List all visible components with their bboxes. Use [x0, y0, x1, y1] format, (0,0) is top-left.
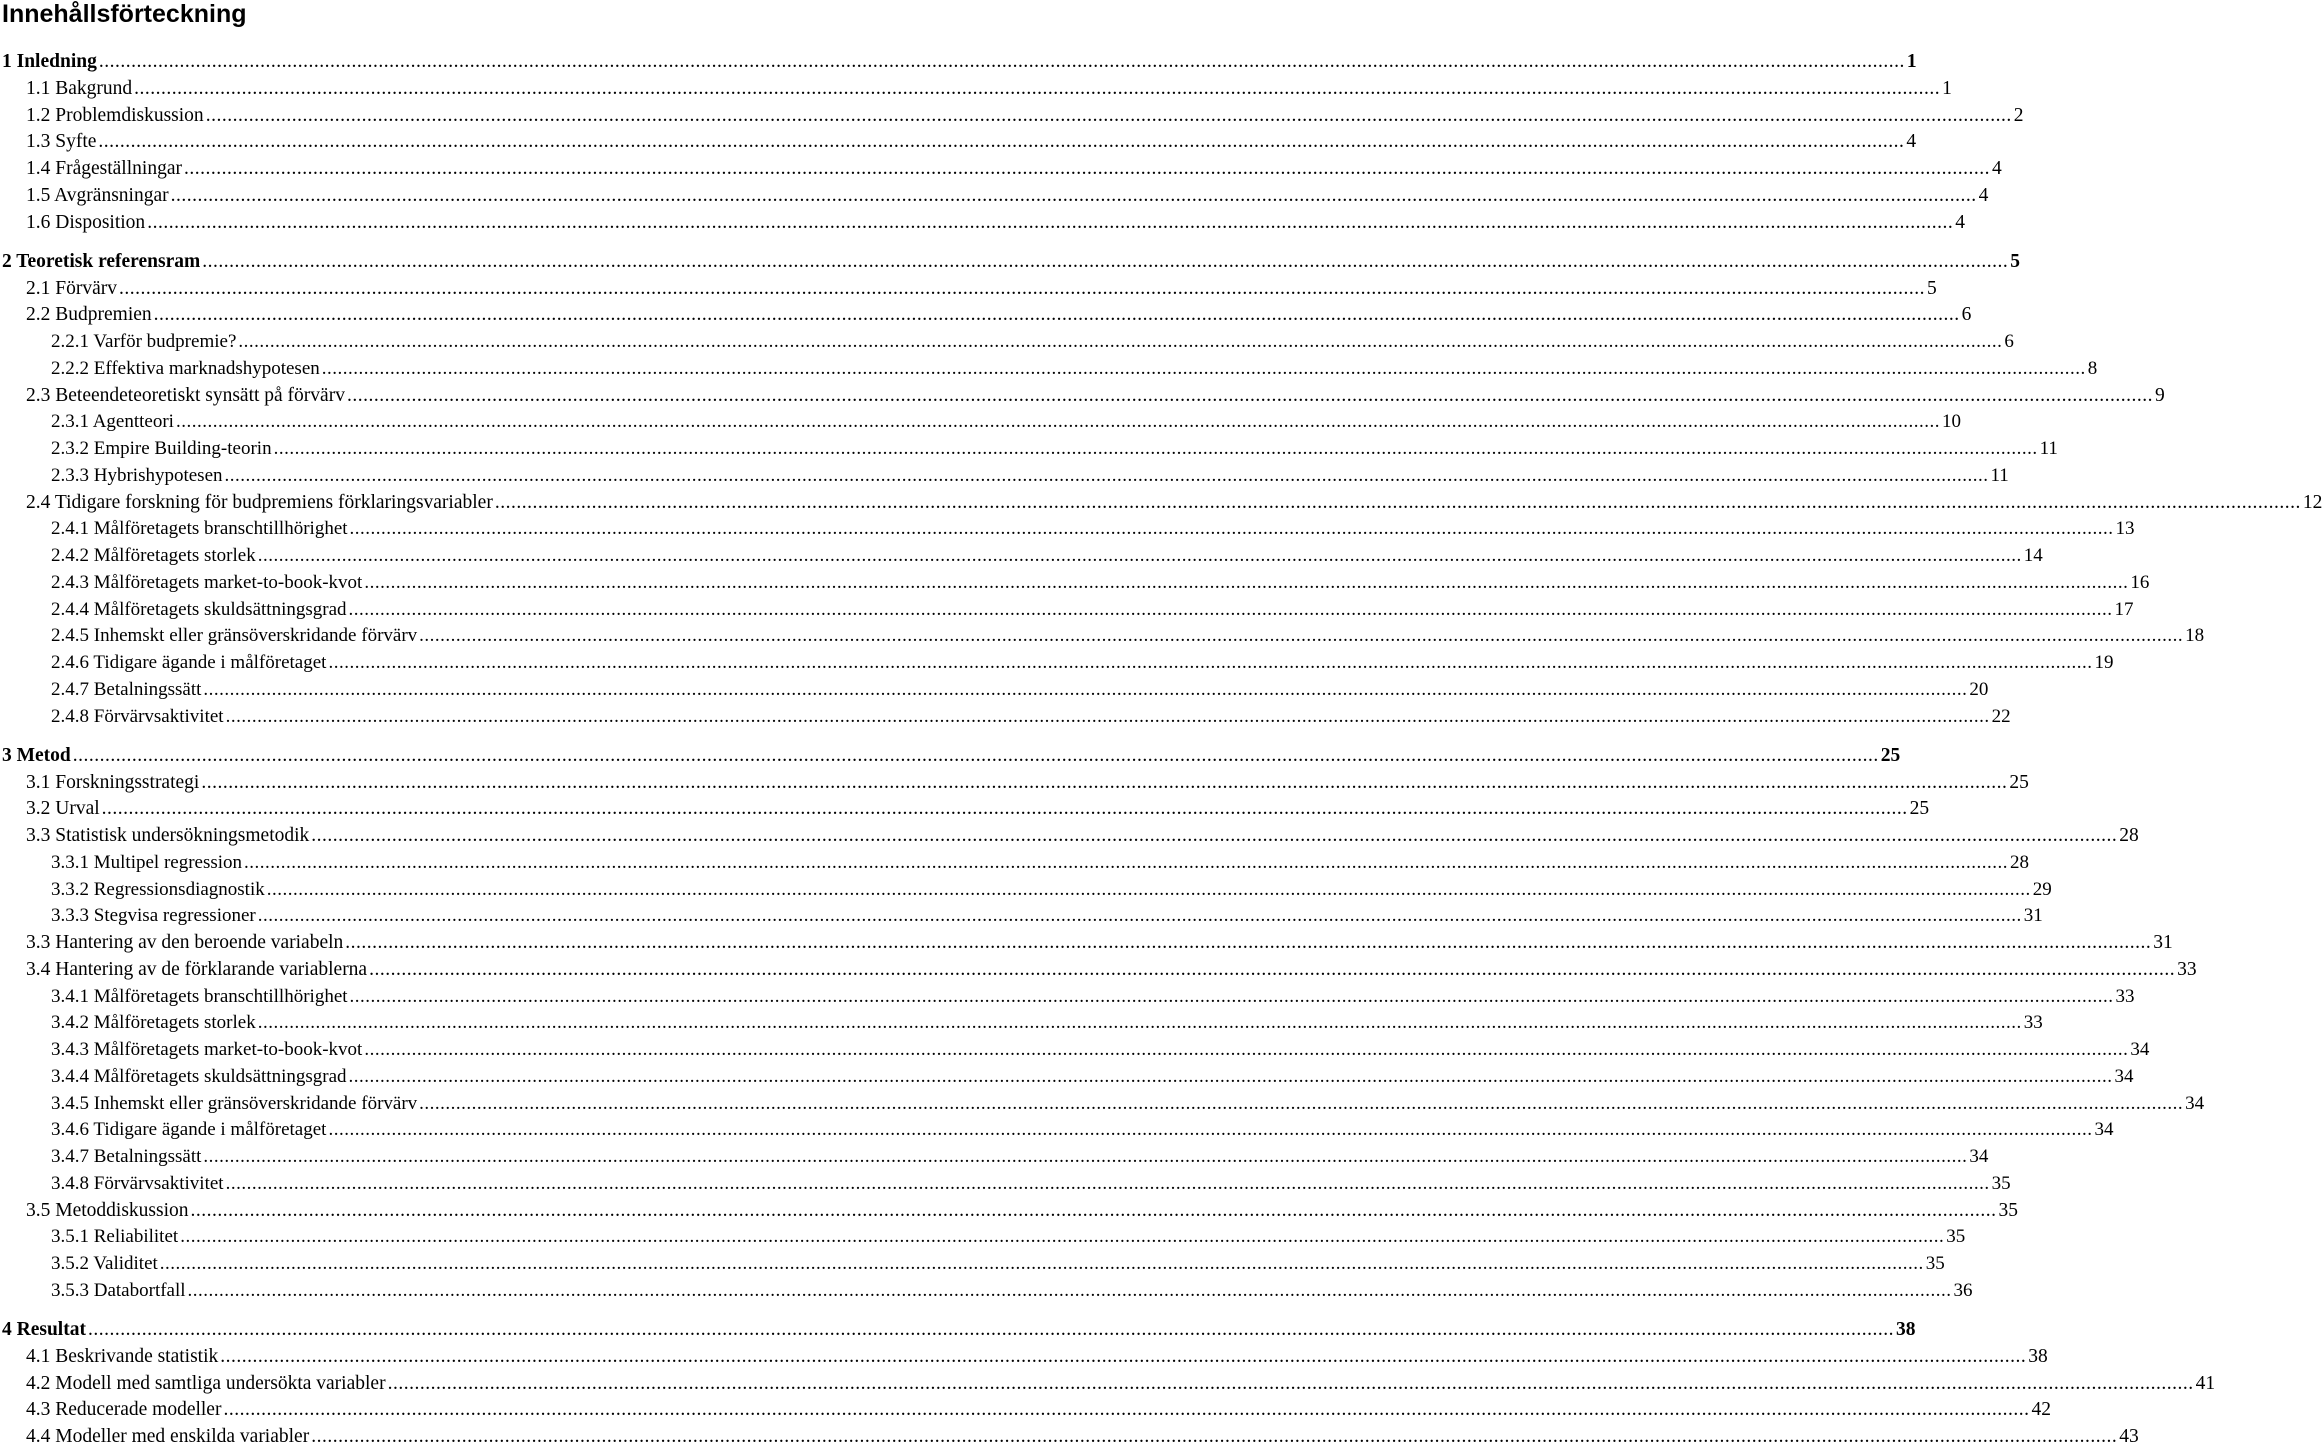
toc-entry-label: 4.1 Beskrivande statistik	[26, 1345, 219, 1367]
toc-dot-leader: ................................................................................................................................................................................................................................................................................................................................................	[205, 104, 2012, 126]
toc-entry[interactable]	[51, 462, 2009, 488]
toc-dot-leader: ................................................................................................................................................................................................................................................................................................................................................	[98, 131, 1905, 153]
toc-entry-page-number: 38	[2028, 1345, 2048, 1367]
toc-entry-label: 2.4.4 Målföretagets skuldsättningsgrad	[51, 598, 347, 620]
toc-dot-leader: ................................................................................................................................................................................................................................................................................................................................................	[364, 571, 2129, 593]
toc-entry-page-number: 12	[2302, 491, 2322, 513]
toc-dot-leader: ................................................................................................................................................................................................................................................................................................................................................	[328, 652, 2093, 673]
toc-entry-label: 2.2.2 Effektiva marknadshypotesen	[51, 357, 320, 379]
toc-entry-label: 2.4.6 Tidigare ägande i målföretaget	[51, 652, 327, 673]
toc-entry-page-number: 28	[2010, 851, 2030, 873]
toc-entry-page-number: 29	[2032, 878, 2052, 900]
toc-entry[interactable]	[51, 676, 1989, 702]
toc-dot-leader: ................................................................................................................................................................................................................................................................................................................................................	[364, 1039, 2129, 1060]
toc-dot-leader: ................................................................................................................................................................................................................................................................................................................................................	[419, 625, 2184, 647]
toc-dot-leader: ................................................................................................................................................................................................................................................................................................................................................	[201, 771, 2008, 793]
toc-dot-leader: ................................................................................................................................................................................................................................................................................................................................................	[190, 1199, 1997, 1221]
toc-entry-label: 3.4.3 Målföretagets market-to-book-kvot	[51, 1039, 363, 1060]
toc-entry-label: 2.4.8 Förvärvsaktivitet	[51, 705, 224, 727]
toc-entry-page-number: 34	[2114, 1065, 2134, 1087]
toc-dot-leader: ................................................................................................................................................................................................................................................................................................................................................	[225, 705, 1990, 727]
toc-entry-label: 2.1 Förvärv	[26, 277, 117, 299]
toc-dot-leader: ................................................................................................................................................................................................................................................................................................................................................	[175, 411, 1940, 433]
toc-entry[interactable]	[51, 1090, 2205, 1116]
toc-entry-label: 2.4.1 Målföretagets branschtillhörighet	[51, 518, 348, 540]
toc-entry-page-number: 19	[2094, 652, 2114, 673]
toc-dot-leader: ................................................................................................................................................................................................................................................................................................................................................	[244, 851, 2009, 873]
toc-entry-page-number: 41	[2195, 1372, 2216, 1394]
toc-entry-label: 2.3 Beteendeteoretiskt synsätt på förvärv	[26, 384, 345, 406]
toc-dot-leader: ................................................................................................................................................................................................................................................................................................................................................	[170, 184, 1977, 206]
toc-entry[interactable]	[2, 248, 2020, 274]
toc-entry-page-number: 35	[1991, 1172, 2011, 1194]
toc-dot-leader: ................................................................................................................................................................................................................................................................................................................................................	[203, 678, 1968, 700]
toc-dot-leader: ................................................................................................................................................................................................................................................................................................................................................	[72, 744, 1879, 766]
toc-entry-page-number: 31	[2023, 905, 2043, 927]
toc-entry-page-number: 25	[2009, 771, 2029, 793]
toc-entry-label: 1.4 Frågeställningar	[26, 158, 182, 179]
toc-entry-page-number: 8	[2087, 357, 2098, 379]
toc-entry[interactable]	[26, 301, 1972, 327]
toc-dot-leader: ................................................................................................................................................................................................................................................................................................................................................	[203, 1146, 1968, 1167]
toc-dot-leader: ................................................................................................................................................................................................................................................................................................................................................	[98, 51, 1905, 72]
toc-entry[interactable]	[2, 48, 1917, 74]
toc-dot-leader: ................................................................................................................................................................................................................................................................................................................................................	[224, 464, 1989, 486]
toc-entry-page-number: 34	[2094, 1119, 2114, 1141]
toc-dot-leader: ................................................................................................................................................................................................................................................................................................................................................	[266, 878, 2031, 900]
toc-entry-label: 3.3 Statistisk undersökningsmetodik	[26, 825, 310, 846]
toc-entry-page-number: 11	[1990, 464, 2009, 486]
toc-entry-label: 3 Metod	[2, 744, 71, 766]
toc-entry[interactable]	[51, 1223, 1966, 1249]
toc-entry-page-number: 42	[2031, 1399, 2051, 1421]
toc-entry-label: 1.2 Problemdiskussion	[26, 104, 204, 126]
toc-entry-page-number: 18	[2185, 625, 2205, 647]
toc-entry-label: 2.2 Budpremien	[26, 304, 152, 326]
toc-entry-label: 3.4.5 Inhemskt eller gränsöverskridande förvärv	[51, 1092, 418, 1114]
toc-entry[interactable]	[26, 155, 2002, 181]
toc-entry-label: 2.3.1 Agentteori	[51, 411, 174, 433]
toc-entry-label: 4.2 Modell med samtliga undersökta variabler	[26, 1372, 386, 1394]
toc-entry-label: 1.5 Avgränsningar	[26, 184, 169, 206]
toc-entry[interactable]	[26, 1396, 2051, 1422]
toc-dot-leader: ................................................................................................................................................................................................................................................................................................................................................	[87, 1319, 1894, 1340]
toc-dot-leader: ................................................................................................................................................................................................................................................................................................................................................	[119, 277, 1925, 299]
toc-dot-leader: ................................................................................................................................................................................................................................................................................................................................................	[345, 932, 2152, 953]
toc-entry[interactable]	[51, 542, 2043, 568]
toc-entry-label: 3.3 Hantering av den beroende variabeln	[26, 932, 344, 953]
toc-dot-leader: ................................................................................................................................................................................................................................................................................................................................................	[183, 158, 1990, 179]
toc-entry-label: 3.3.3 Stegvisa regressioner	[51, 905, 256, 927]
toc-entry[interactable]	[51, 622, 2205, 648]
toc-dot-leader: ................................................................................................................................................................................................................................................................................................................................................	[147, 211, 1954, 233]
toc-entry[interactable]	[51, 355, 2098, 381]
toc-dot-leader: ................................................................................................................................................................................................................................................................................................................................................	[187, 1279, 1952, 1301]
toc-entry[interactable]	[26, 929, 2173, 955]
toc-dot-leader: ................................................................................................................................................................................................................................................................................................................................................	[311, 1426, 2118, 1447]
toc-entry-label: 3.4.7 Betalningssätt	[51, 1146, 202, 1167]
toc-entry-page-number: 35	[1946, 1226, 1966, 1248]
toc-entry-page-number: 25	[1909, 798, 1930, 820]
toc-dot-leader: ................................................................................................................................................................................................................................................................................................................................................	[349, 518, 2114, 540]
toc-dot-leader: ................................................................................................................................................................................................................................................................................................................................................	[225, 1172, 1990, 1194]
toc-entry-page-number: 5	[2010, 250, 2020, 272]
toc-dot-leader: ................................................................................................................................................................................................................................................................................................................................................	[153, 304, 1960, 326]
toc-dot-leader: ................................................................................................................................................................................................................................................................................................................................................	[238, 331, 2003, 352]
toc-dot-leader: ................................................................................................................................................................................................................................................................................................................................................	[159, 1253, 1924, 1274]
toc-entry-page-number: 31	[2153, 932, 2173, 953]
toc-dot-leader: ................................................................................................................................................................................................................................................................................................................................................	[257, 545, 2022, 566]
toc-entry[interactable]	[2, 742, 1901, 768]
toc-entry-page-number: 1	[1942, 77, 1952, 99]
toc-entry-page-number: 25	[1880, 744, 1901, 766]
toc-entry[interactable]	[51, 1250, 1945, 1276]
toc-entry-page-number: 33	[2177, 958, 2197, 980]
toc-entry[interactable]	[26, 1343, 2048, 1369]
toc-entry[interactable]	[26, 209, 1965, 235]
toc-entry-label: 3.3.1 Multipel regression	[51, 851, 243, 873]
toc-dot-leader: ................................................................................................................................................................................................................................................................................................................................................	[257, 905, 2022, 927]
toc-entry-label: 2.4.7 Betalningssätt	[51, 678, 202, 700]
toc-dot-leader: ................................................................................................................................................................................................................................................................................................................................................	[328, 1119, 2093, 1141]
toc-entry[interactable]	[51, 596, 2134, 622]
toc-entry[interactable]	[26, 382, 2165, 408]
toc-entry[interactable]	[26, 769, 2029, 795]
toc-entry-page-number: 4	[1978, 184, 1989, 206]
toc-entry[interactable]	[51, 1116, 2114, 1142]
toc-entry[interactable]	[51, 983, 2135, 1009]
toc-entry-label: 3.4.2 Målföretagets storlek	[51, 1012, 256, 1034]
toc-entry-label: 4.3 Reducerade modeller	[26, 1399, 222, 1421]
toc-entry-page-number: 28	[2119, 825, 2139, 846]
toc-entry-label: 4 Resultat	[2, 1319, 86, 1340]
toc-entry-page-number: 36	[1953, 1279, 1973, 1301]
toc-entry[interactable]	[51, 902, 2043, 928]
toc-entry-page-number: 9	[2154, 384, 2165, 406]
toc-entry-page-number: 4	[1991, 158, 2002, 179]
toc-entry[interactable]	[26, 275, 1937, 301]
toc-entry[interactable]	[51, 515, 2135, 541]
toc-dot-leader: ................................................................................................................................................................................................................................................................................................................................................	[369, 958, 2176, 980]
toc-entry-page-number: 35	[1998, 1199, 2019, 1221]
toc-entry[interactable]	[51, 569, 2150, 595]
toc-entry-page-number: 34	[2130, 1039, 2150, 1060]
toc-entry[interactable]	[51, 1036, 2150, 1062]
toc-entry-page-number: 34	[1969, 1146, 1989, 1167]
toc-entry-label: 4.4 Modeller med enskilda variabler	[26, 1426, 310, 1447]
toc-entry-label: 3.5.2 Validitet	[51, 1253, 158, 1274]
toc-entry[interactable]	[26, 182, 1989, 208]
toc-entry[interactable]	[26, 75, 1952, 101]
toc-dot-leader: ................................................................................................................................................................................................................................................................................................................................................	[419, 1092, 2184, 1114]
toc-entry[interactable]	[51, 1277, 1973, 1303]
toc-entry[interactable]	[2, 1316, 1916, 1342]
toc-entry-label: 2.3.2 Empire Building-teorin	[51, 438, 272, 459]
toc-entry[interactable]	[51, 1063, 2134, 1089]
toc-entry-label: 1.3 Syfte	[26, 131, 97, 153]
toc-entry[interactable]	[26, 1370, 2216, 1396]
toc-entry-label: 1 Inledning	[2, 51, 97, 72]
toc-entry-label: 2.2.1 Varför budpremie?	[51, 331, 237, 352]
toc-entry[interactable]	[51, 1143, 1989, 1169]
toc-dot-leader: ................................................................................................................................................................................................................................................................................................................................................	[349, 985, 2114, 1007]
toc-title: Innehållsförteckning	[2, 0, 247, 28]
toc-entry-label: 2.4.3 Målföretagets market-to-book-kvot	[51, 571, 363, 593]
toc-entry-page-number: 13	[2115, 518, 2135, 540]
toc-entry-label: 3.1 Forskningsstrategi	[26, 771, 200, 793]
toc-dot-leader: ................................................................................................................................................................................................................................................................................................................................................	[180, 1226, 1945, 1248]
toc-entry[interactable]	[51, 876, 2052, 902]
toc-entry-label: 2 Teoretisk referensram	[2, 250, 201, 272]
toc-entry-page-number: 6	[1961, 304, 1972, 326]
toc-entry[interactable]	[51, 328, 2014, 354]
toc-entry[interactable]	[51, 1009, 2043, 1035]
toc-entry-page-number: 33	[2023, 1012, 2043, 1034]
toc-dot-leader: ................................................................................................................................................................................................................................................................................................................................................	[134, 77, 1941, 99]
toc-entry[interactable]	[51, 435, 2058, 461]
toc-dot-leader: ................................................................................................................................................................................................................................................................................................................................................	[223, 1399, 2030, 1421]
toc-entry[interactable]	[51, 408, 1961, 434]
toc-dot-leader: ................................................................................................................................................................................................................................................................................................................................................	[311, 825, 2118, 846]
toc-entry[interactable]	[51, 1170, 2011, 1196]
toc-entry[interactable]	[26, 128, 1917, 154]
toc-dot-leader: ................................................................................................................................................................................................................................................................................................................................................	[101, 798, 1908, 820]
toc-entry-label: 3.2 Urval	[26, 798, 100, 820]
toc-entry-page-number: 2	[2013, 104, 2024, 126]
toc-entry-page-number: 33	[2115, 985, 2135, 1007]
toc-dot-leader: ................................................................................................................................................................................................................................................................................................................................................	[346, 384, 2153, 406]
toc-entry[interactable]	[51, 849, 2030, 875]
toc-entry-page-number: 35	[1925, 1253, 1945, 1274]
toc-entry[interactable]	[26, 1423, 2139, 1449]
toc-entry[interactable]	[51, 703, 2011, 729]
toc-entry-page-number: 20	[1969, 678, 1989, 700]
toc-entry-label: 3.4 Hantering av de förklarande variablerna	[26, 958, 368, 980]
toc-entry[interactable]	[26, 795, 1930, 821]
toc-entry-page-number: 34	[2185, 1092, 2205, 1114]
toc-entry-label: 3.3.2 Regressionsdiagnostik	[51, 878, 265, 900]
toc-entry-label: 2.4.5 Inhemskt eller gränsöverskridande förvärv	[51, 625, 418, 647]
toc-entry-page-number: 1	[1906, 51, 1917, 72]
toc-entry-page-number: 16	[2130, 571, 2150, 593]
toc-entry-page-number: 4	[1955, 211, 1965, 233]
toc-entry-label: 1.6 Disposition	[26, 211, 146, 233]
toc-entry[interactable]	[51, 649, 2114, 675]
toc-dot-leader: ................................................................................................................................................................................................................................................................................................................................................	[321, 357, 2086, 379]
toc-entry-label: 3.5 Metoddiskussion	[26, 1199, 189, 1221]
toc-entry-page-number: 38	[1895, 1319, 1916, 1340]
toc-entry-page-number: 22	[1991, 705, 2011, 727]
toc-dot-leader: ................................................................................................................................................................................................................................................................................................................................................	[348, 1065, 2113, 1087]
toc-dot-leader: ................................................................................................................................................................................................................................................................................................................................................	[257, 1012, 2022, 1034]
toc-dot-leader: ................................................................................................................................................................................................................................................................................................................................................	[273, 438, 2038, 459]
toc-dot-leader: ................................................................................................................................................................................................................................................................................................................................................	[202, 250, 2009, 272]
toc-entry-label: 3.4.1 Målföretagets branschtillhörighet	[51, 985, 348, 1007]
toc-entry-label: 1.1 Bakgrund	[26, 77, 133, 99]
toc-entry-page-number: 43	[2119, 1426, 2139, 1447]
toc-entry-label: 3.4.4 Målföretagets skuldsättningsgrad	[51, 1065, 347, 1087]
toc-entry-label: 3.5.1 Reliabilitet	[51, 1226, 179, 1248]
toc-entry-page-number: 10	[1941, 411, 1961, 433]
toc-dot-leader: ................................................................................................................................................................................................................................................................................................................................................	[220, 1345, 2027, 1367]
toc-entry[interactable]	[26, 822, 2139, 848]
toc-entry-page-number: 6	[2004, 331, 2014, 352]
toc-entry-label: 3.4.6 Tidigare ägande i målföretaget	[51, 1119, 327, 1141]
toc-entry-label: 2.3.3 Hybrishypotesen	[51, 464, 223, 486]
toc-entry-page-number: 11	[2039, 438, 2058, 459]
toc-entry[interactable]	[26, 489, 2322, 515]
toc-entry-page-number: 14	[2023, 545, 2043, 566]
toc-dot-leader: ................................................................................................................................................................................................................................................................................................................................................	[348, 598, 2113, 620]
toc-entry[interactable]	[26, 102, 2024, 128]
toc-entry[interactable]	[26, 956, 2197, 982]
toc-entry-label: 2.4.2 Målföretagets storlek	[51, 545, 256, 566]
toc-entry-page-number: 17	[2114, 598, 2134, 620]
toc-entry-label: 3.4.8 Förvärvsaktivitet	[51, 1172, 224, 1194]
toc-entry-page-number: 4	[1906, 131, 1917, 153]
toc-dot-leader: ................................................................................................................................................................................................................................................................................................................................................	[494, 491, 2301, 513]
toc-entry[interactable]	[26, 1197, 2019, 1223]
toc-entry-label: 3.5.3 Databortfall	[51, 1279, 186, 1301]
toc-entry-page-number: 5	[1927, 277, 1937, 299]
toc-entry-label: 2.4 Tidigare forskning för budpremiens förklaringsvariabler	[26, 491, 493, 513]
toc-dot-leader: ................................................................................................................................................................................................................................................................................................................................................	[387, 1372, 2194, 1394]
